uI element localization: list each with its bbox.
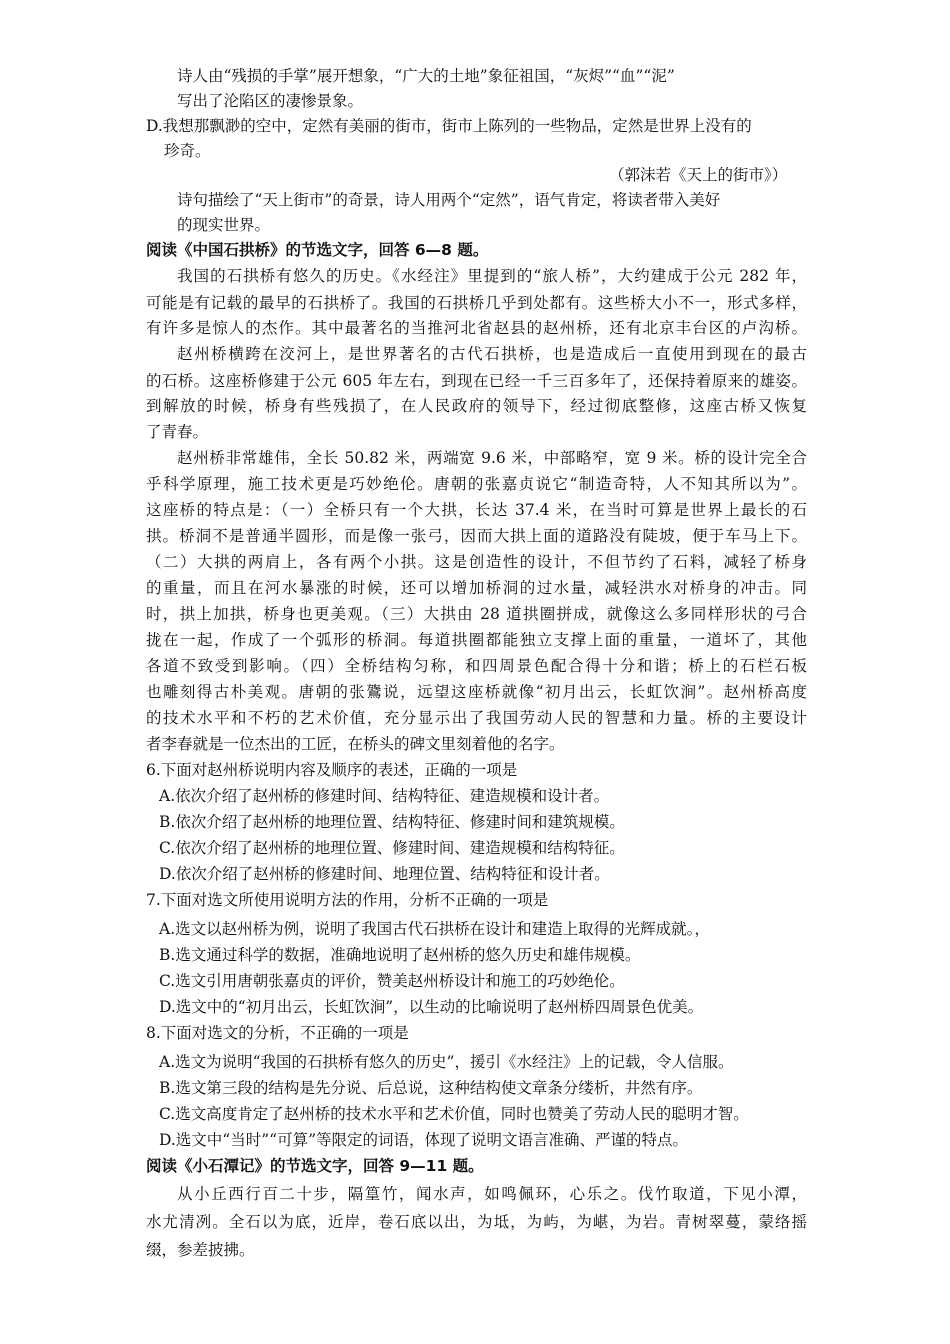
section-heading-little-pond: 阅读《小石潭记》的节选文字，回答 9—11 题。 xyxy=(146,1157,484,1175)
passage-line: 缀，参差披拂。 xyxy=(146,1241,255,1259)
passage-line: 从小丘西行百二十步，隔篁竹，闻水声，如鸣佩环，心乐之。伐竹取道，下见小潭， xyxy=(177,1185,807,1203)
passage-line: 的石桥。这座桥修建于公元 605 年左右，到现在已经一千三百多年了，还保持着原来的雄姿。 xyxy=(146,372,807,390)
passage-line: 拱。桥洞不是普通半圆形，而是像一张弓，因而大拱上面的道路没有陡坡，便于车马上下。 xyxy=(146,527,807,545)
passage-line: 乎科学原理，施工技术更是巧妙绝伦。唐朝的张嘉贞说它“制造奇特，人不知其所以为”。 xyxy=(146,475,807,493)
passage-line: 了青春。 xyxy=(146,423,209,441)
option-c-analysis-line-2: 写出了沦陷区的凄惨景象。 xyxy=(177,92,364,110)
passage-line: 拢在一起，作成了一个弧形的桥洞。每道拱圈都能独立支撑上面的重量，一道坏了，其他 xyxy=(146,631,807,649)
answer-option[interactable]: C.选文高度肯定了赵州桥的技术水平和艺术价值，同时也赞美了劳动人民的聪明才智。 xyxy=(159,1105,749,1123)
passage-line: （二）大拱的两肩上，各有两个小拱。这是创造性的设计，不但节约了石料，减轻了桥身 xyxy=(146,553,807,571)
question-stem: 6.下面对赵州桥说明内容及顺序的表述，正确的一项是 xyxy=(146,761,518,779)
answer-option[interactable]: D.依次介绍了赵州桥的修建时间、地理位置、结构特征和设计者。 xyxy=(159,865,610,883)
answer-option[interactable]: C.选文引用唐朝张嘉贞的评价，赞美赵州桥设计和施工的巧妙绝伦。 xyxy=(159,972,625,990)
answer-option[interactable]: B.选文通过科学的数据，准确地说明了赵州桥的悠久历史和雄伟规模。 xyxy=(159,946,641,964)
passage-line: 水尤清冽。全石以为底，近岸，卷石底以出，为坻，为屿，为嵁，为岩。青树翠蔓，蒙络摇 xyxy=(146,1213,807,1231)
option-d-analysis-line-1: 诗句描绘了“天上街市”的奇景，诗人用两个“定然”，语气肯定，将读者带入美好 xyxy=(177,191,721,209)
passage-line: 我国的石拱桥有悠久的历史。《水经注》里提到的“旅人桥”，大约建成于公元 282 年， xyxy=(177,267,807,285)
answer-option[interactable]: D.选文中的“初月出云，长虹饮涧”，以生动的比喻说明了赵州桥四周景色优美。 xyxy=(159,998,704,1016)
option-d-analysis-line-2: 的现实世界。 xyxy=(177,216,271,234)
passage-line: 者李春就是一位杰出的工匠，在桥头的碑文里刻着他的名字。 xyxy=(146,735,565,753)
question-stem: 8.下面对选文的分析，不正确的一项是 xyxy=(146,1024,409,1042)
option-c-analysis-line-1: 诗人由“残损的手掌”展开想象，“广大的土地”象征祖国，“灰烬”“血”“泥” xyxy=(177,67,675,85)
answer-option[interactable]: B.依次介绍了赵州桥的地理位置、结构特征、修建时间和建筑规模。 xyxy=(159,813,625,831)
passage-line: 各道不致受到影响。（四）全桥结构匀称，和四周景色配合得十分和谐；桥上的石栏石板 xyxy=(146,657,807,675)
answer-option[interactable]: C.依次介绍了赵州桥的地理位置、修建时间、建造规模和结构特征。 xyxy=(159,839,625,857)
passage-line: 时，拱上加拱，桥身也更美观。（三）大拱由 28 道拱圈拼成，就像这么多同样形状的弓合 xyxy=(146,605,807,623)
answer-option[interactable]: A.依次介绍了赵州桥的修建时间、结构特征、建造规模和设计者。 xyxy=(159,787,610,805)
question-stem: 7.下面对选文所使用说明方法的作用，分析不正确的一项是 xyxy=(146,891,549,909)
passage-line: 有许多是惊人的杰作。其中最著名的当推河北省赵县的赵州桥，还有北京丰台区的卢沟桥。 xyxy=(146,319,807,337)
passage-line: 可能是有记载的最早的石拱桥了。我国的石拱桥几乎到处都有。这些桥大小不一，形式多样， xyxy=(146,294,807,312)
passage-line: 到解放的时候，桥身有些残损了，在人民政府的领导下，经过彻底整修，这座古桥又恢复 xyxy=(146,397,807,415)
section-heading-stone-bridge: 阅读《中国石拱桥》的节选文字，回答 6—8 题。 xyxy=(146,241,489,259)
passage-line: 赵州桥非常雄伟，全长 50.82 米，两端宽 9.6 米，中部略窄，宽 9 米。桥的设计完全合 xyxy=(177,449,807,467)
option-d-line-2: 珍奇。 xyxy=(164,142,211,160)
option-d-line-1: D.我想那飘渺的空中，定然有美丽的街市，街市上陈列的一些物品，定然是世界上没有的 xyxy=(146,117,752,135)
passage-line: 也雕刻得古朴美观。唐朝的张鷟说，远望这座桥就像“初月出云，长虹饮涧”。赵州桥高度 xyxy=(146,683,807,701)
option-d-source: （郭沫若《天上的街市》） xyxy=(609,166,788,184)
passage-line: 的技术水平和不朽的艺术价值，充分显示出了我国劳动人民的智慧和力量。桥的主要设计 xyxy=(146,709,807,727)
passage-line: 这座桥的特点是：（一）全桥只有一个大拱，长达 37.4 米，在当时可算是世界上最长的石 xyxy=(146,501,807,519)
answer-option[interactable]: A.选文以赵州桥为例，说明了我国古代石拱桥在设计和建造上取得的光辉成就。， xyxy=(159,920,710,938)
answer-option[interactable]: D.选文中“当时”“可算”等限定的词语，体现了说明文语言准确、严谨的特点。 xyxy=(159,1131,689,1149)
passage-line: 赵州桥横跨在洨河上，是世界著名的古代石拱桥，也是造成后一直使用到现在的最古 xyxy=(177,345,807,363)
answer-option[interactable]: A.选文为说明“我国的石拱桥有悠久的历史”，援引《水经注》上的记载，令人信服。 xyxy=(159,1053,734,1071)
answer-option[interactable]: B.选文第三段的结构是先分说、后总说，这种结构使文章条分缕析，井然有序。 xyxy=(159,1079,703,1097)
passage-line: 的重量，而且在河水暴涨的时候，还可以增加桥洞的过水量，减轻洪水对桥身的冲击。同 xyxy=(146,579,807,597)
